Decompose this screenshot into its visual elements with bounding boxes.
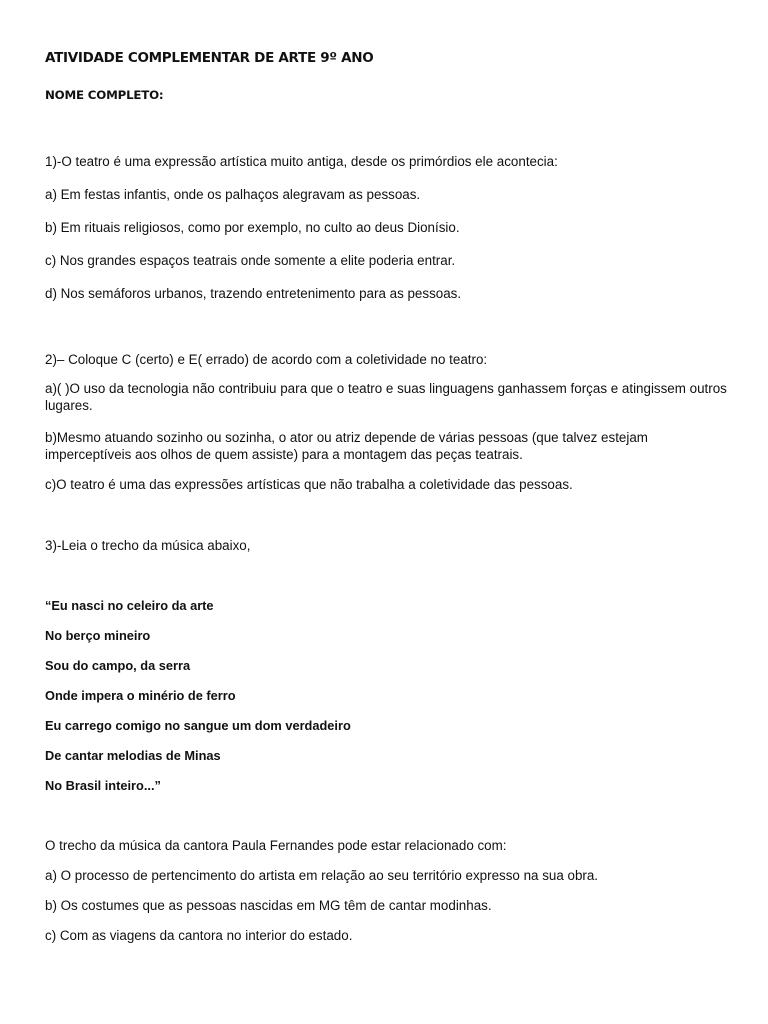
- question-3-option-a: a) O processo de pertencimento do artista em relação ao seu território expresso na sua obra.: [45, 868, 599, 883]
- lyric-line: No Brasil inteiro...”: [45, 778, 161, 793]
- lyric-line: Onde impera o minério de ferro: [45, 688, 236, 703]
- lyric-line: Sou do campo, da serra: [45, 658, 191, 673]
- question-1-option-c: c) Nos grandes espaços teatrais onde somente a elite poderia entrar.: [45, 253, 456, 268]
- document-title: ATIVIDADE COMPLEMENTAR DE ARTE 9º ANO: [45, 50, 374, 66]
- lyric-line: “Eu nasci no celeiro da arte: [45, 598, 214, 613]
- question-2-item-a: a)( )O uso da tecnologia não contribuiu para que o teatro e suas linguagens ganhassem forças e atingissem outros lugares.: [45, 381, 727, 413]
- question-3-prompt: 3)-Leia o trecho da música abaixo,: [45, 538, 251, 553]
- question-3-option-c: c) Com as viagens da cantora no interior do estado.: [45, 928, 353, 943]
- lyric-line: De cantar melodias de Minas: [45, 748, 221, 763]
- question-2-item-c: c)O teatro é uma das expressões artísticas que não trabalha a coletividade das pessoas.: [45, 477, 573, 492]
- name-label: NOME COMPLETO:: [45, 88, 164, 102]
- question-1-prompt: 1)-O teatro é uma expressão artística muito antiga, desde os primórdios ele acontecia:: [45, 154, 558, 169]
- question-3-question: O trecho da música da cantora Paula Fernandes pode estar relacionado com:: [45, 838, 507, 853]
- question-1-option-b: b) Em rituais religiosos, como por exemplo, no culto ao deus Dionísio.: [45, 220, 460, 235]
- question-1-option-d: d) Nos semáforos urbanos, trazendo entretenimento para as pessoas.: [45, 286, 462, 301]
- lyric-line: Eu carrego comigo no sangue um dom verdadeiro: [45, 718, 351, 733]
- question-1-option-a: a) Em festas infantis, onde os palhaços alegravam as pessoas.: [45, 187, 421, 202]
- lyric-line: No berço mineiro: [45, 628, 151, 643]
- question-2-item-b: b)Mesmo atuando sozinho ou sozinha, o ator ou atriz depende de várias pessoas (que talvez estejam imperceptíveis aos olhos de quem assiste) para a montagem das peças teatrais.: [45, 430, 648, 462]
- question-3-option-b: b) Os costumes que as pessoas nascidas em MG têm de cantar modinhas.: [45, 898, 492, 913]
- question-2-prompt: 2)– Coloque C (certo) e E( errado) de acordo com a coletividade no teatro:: [45, 352, 488, 367]
